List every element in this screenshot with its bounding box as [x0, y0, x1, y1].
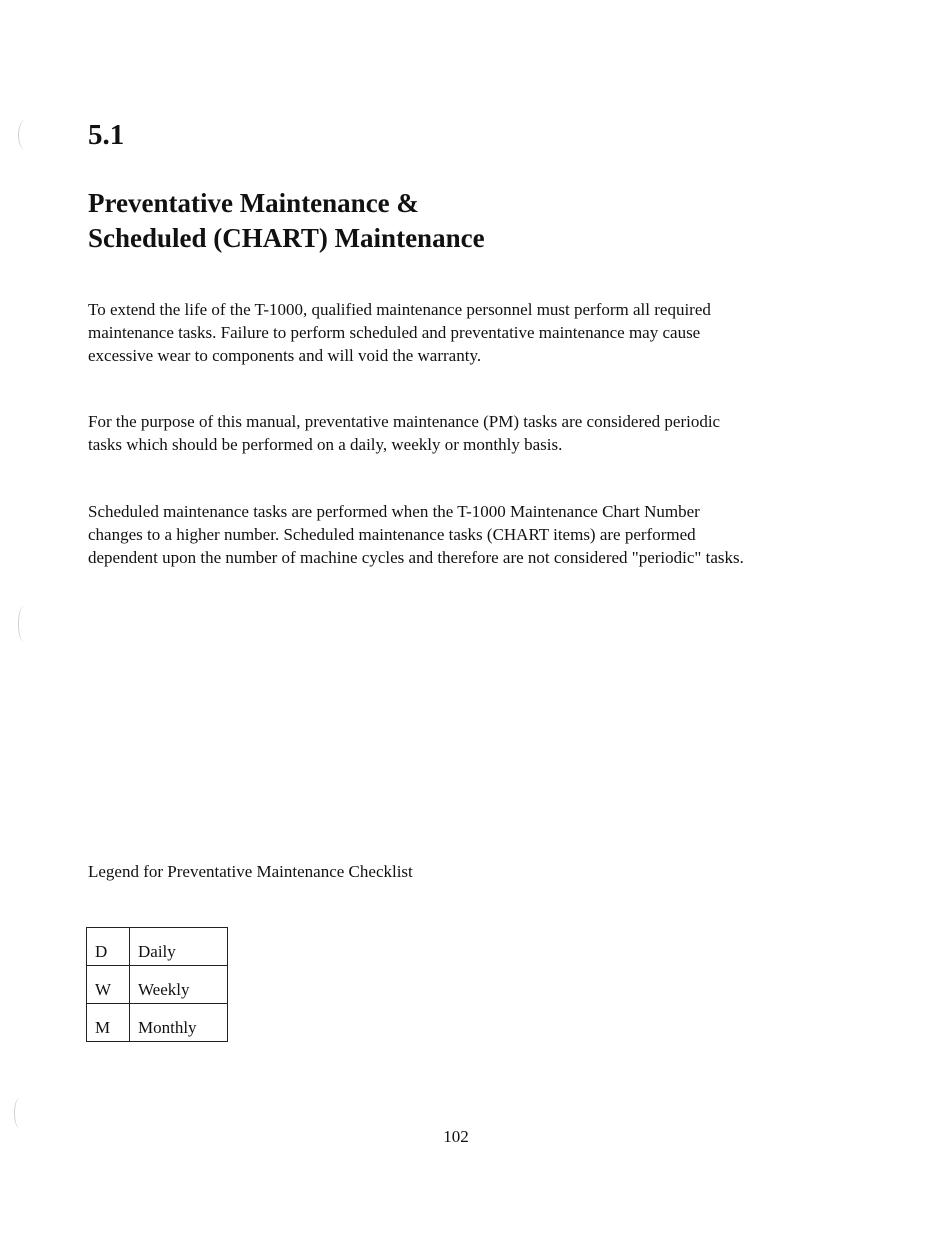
paragraph-line: Scheduled maintenance tasks are performed when the T-1000 Maintenance Chart Number — [88, 502, 700, 521]
section-number: 5.1 — [88, 119, 125, 151]
legend-label: Monthly — [130, 1004, 228, 1042]
scan-artifact-top — [18, 120, 33, 150]
paragraph-line: excessive wear to components and will void the warranty. — [88, 346, 482, 365]
table-row — [87, 928, 228, 966]
legend-code: W — [87, 966, 130, 1004]
section-title — [88, 186, 485, 256]
paragraph-line: tasks which should be performed on a daily, weekly or monthly basis. — [88, 435, 563, 454]
legend-table — [86, 927, 228, 1042]
legend-caption: Legend for Preventative Maintenance Checklist — [88, 862, 413, 881]
legend-code: D — [87, 928, 130, 966]
paragraph-scheduled-maintenance — [88, 500, 744, 569]
paragraph-line: maintenance tasks. Failure to perform scheduled and preventative maintenance may cause — [88, 323, 701, 342]
section-title-line-2: Scheduled (CHART) Maintenance — [88, 223, 485, 253]
paragraph-line: changes to a higher number. Scheduled maintenance tasks (CHART items) are performed — [88, 525, 696, 544]
legend-label: Daily — [130, 928, 228, 966]
table-row — [87, 1004, 228, 1042]
paragraph-line: dependent upon the number of machine cycles and therefore are not considered "periodic" tasks. — [88, 548, 744, 567]
paragraph-warranty — [88, 298, 711, 367]
table-row — [87, 966, 228, 1004]
page-number: 102 — [443, 1127, 469, 1146]
paragraph-pm-definition — [88, 410, 720, 456]
scan-artifact-middle — [18, 606, 29, 642]
legend-label: Weekly — [130, 966, 228, 1004]
paragraph-line: For the purpose of this manual, preventative maintenance (PM) tasks are considered periodic — [88, 412, 721, 431]
paragraph-line: To extend the life of the T-1000, qualified maintenance personnel must perform all required — [88, 300, 711, 319]
scan-artifact-bottom — [14, 1098, 25, 1128]
section-title-line-1: Preventative Maintenance & — [88, 188, 419, 218]
legend-code: M — [87, 1004, 130, 1042]
